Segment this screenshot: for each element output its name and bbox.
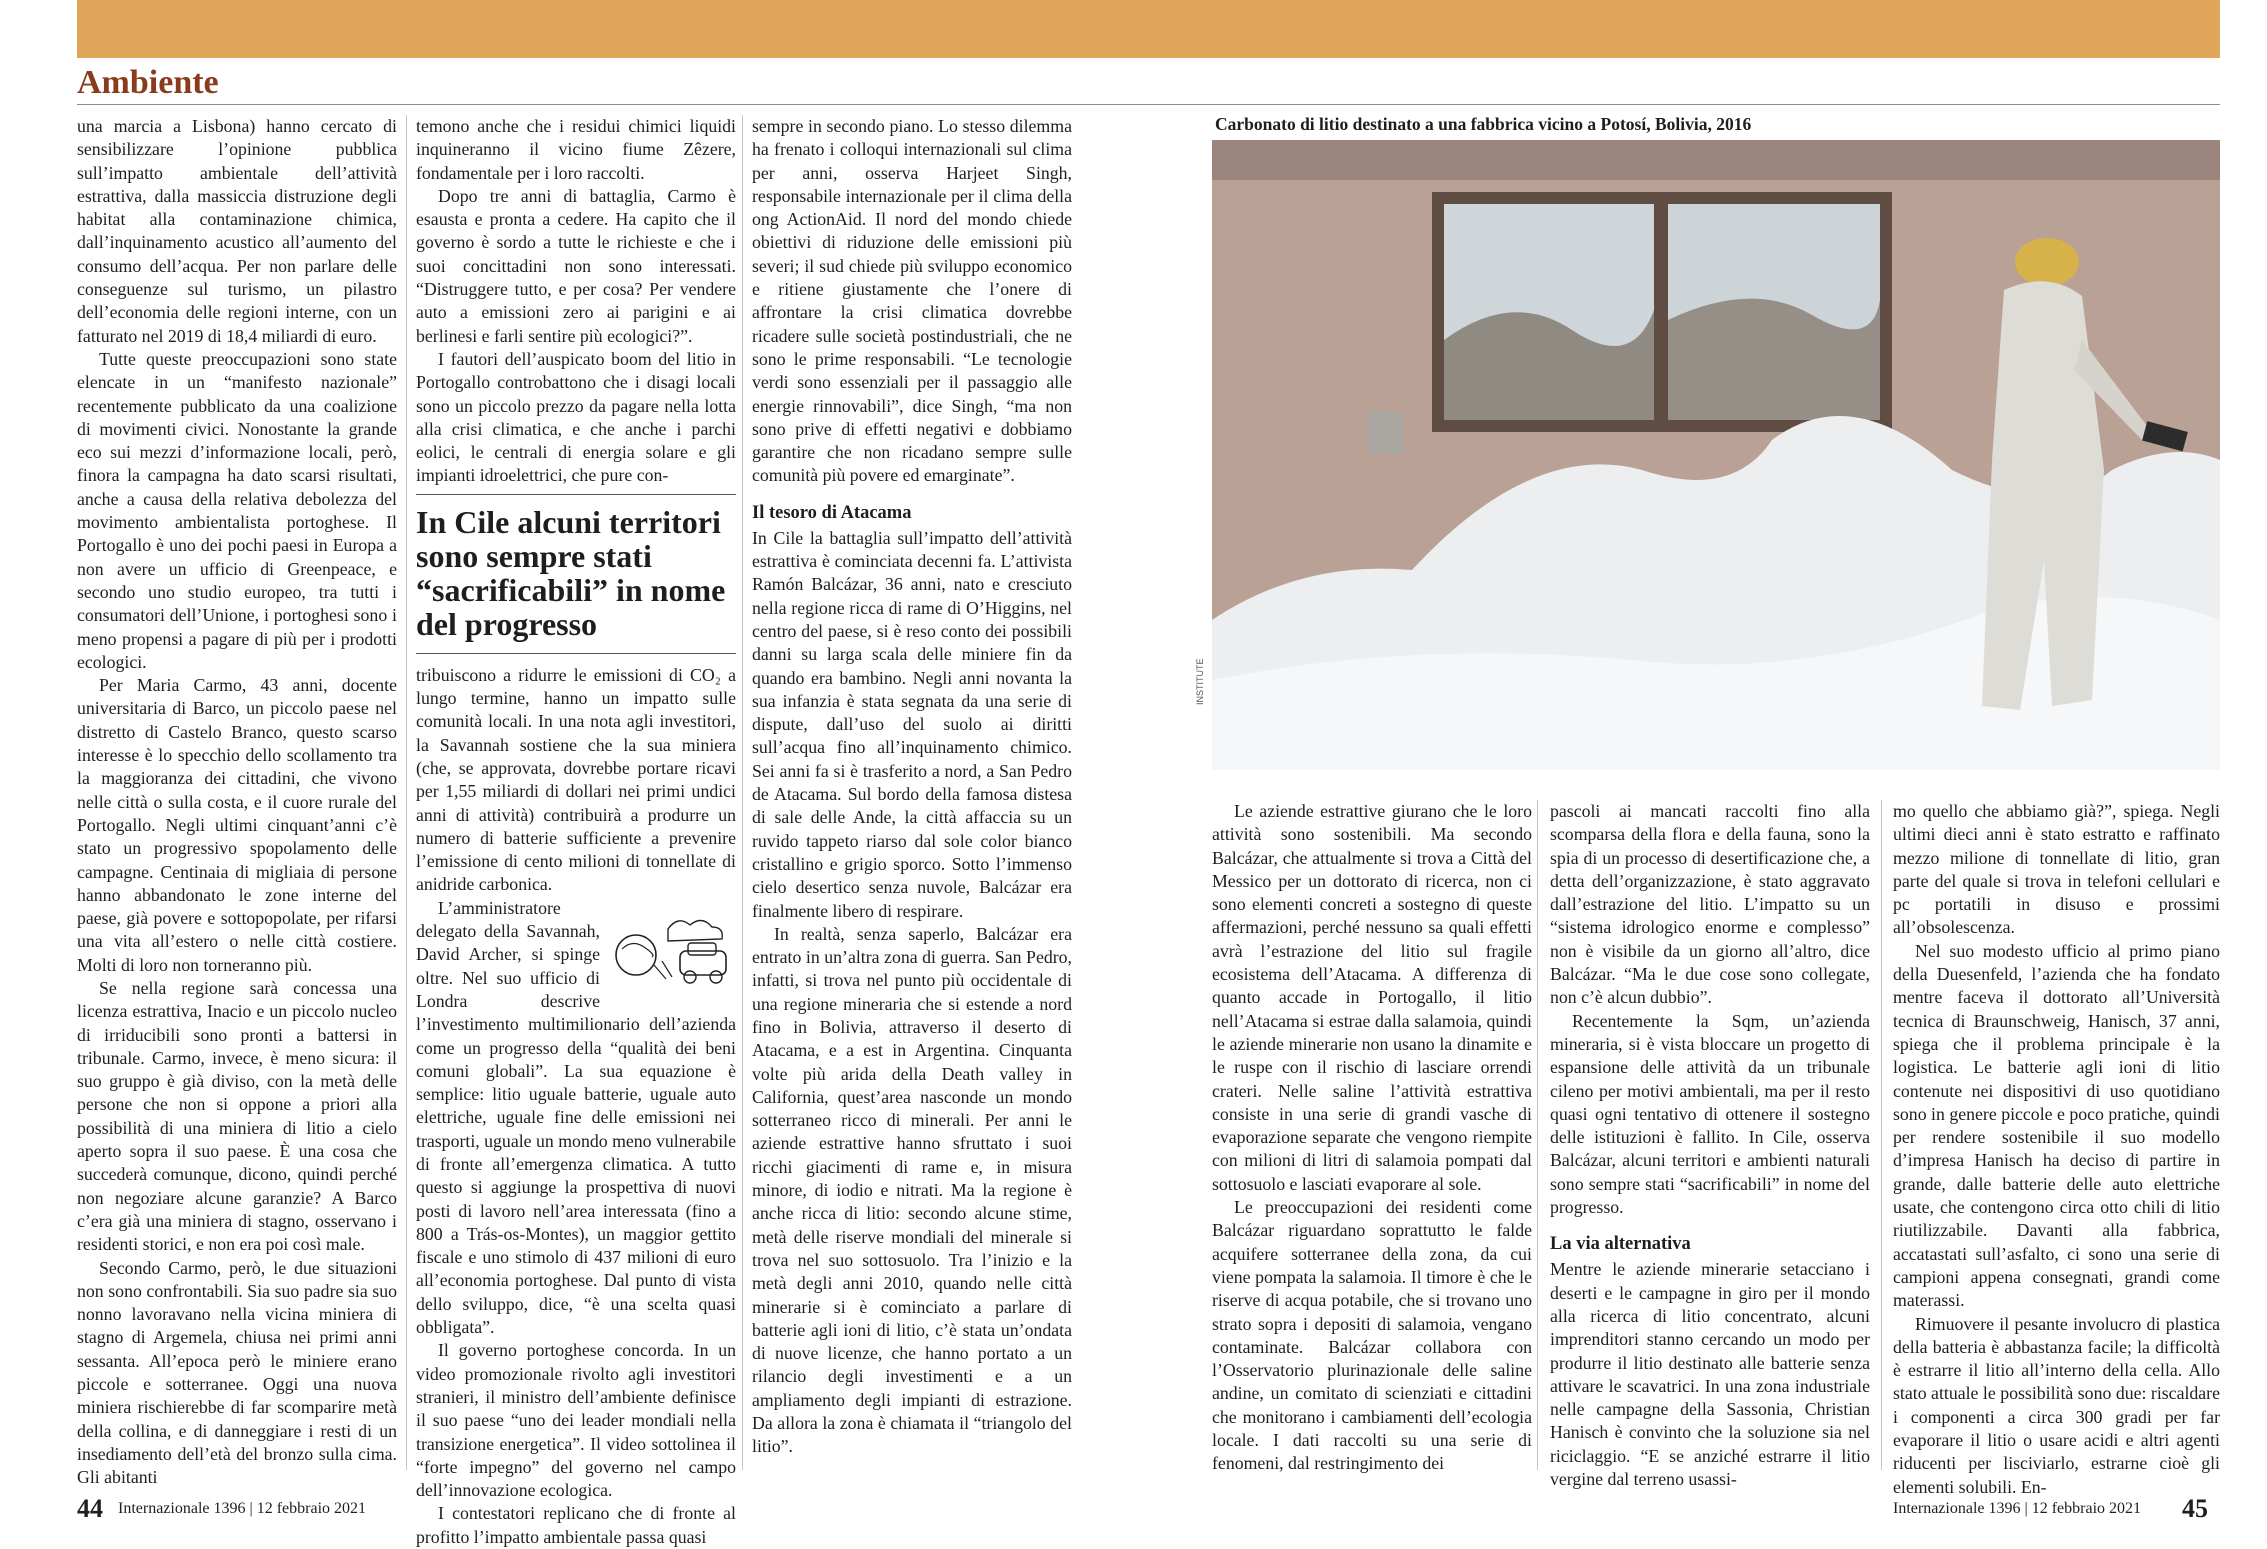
paragraph: pascoli ai mancati raccolti fino alla scomparsa della flora e della fauna, sono la spia di un processo di desertificazione che, a detta dell’organizzazione, è stato aggravato dall’estrazione del litio. L’impatto su un “sistema idrologico enorme e complesso” non è visibile da un giorno all’altro, dice Balcázar. “Ma le due cose sono collegate, non c’è alcun dubbio”. — [1550, 801, 1870, 1008]
paragraph: I fautori dell’auspicato boom del litio in Portogallo controbattono che i disagi locali sono un piccolo prezzo da pagare nella lotta alla crisi climatica, e che anche i parchi eolici, le centrali di energia solare e gli impianti idroelettrici, che pure con- — [416, 348, 736, 486]
pullquote-rule-top — [416, 494, 736, 495]
footer-publication-left: Internazionale 1396 | 12 febbraio 2021 — [118, 1500, 367, 1517]
paragraph: Se nella regione sarà concessa una licenza estrattiva, Inacio e un piccolo nucleo di irriducibili sono pronti a battersi in tribunale. Carmo, invece, è meno sicura: il suo gruppo è già diviso, con la metà delle persone che non si oppone a priori alla possibilità di una miniera di litio a cielo aperto sopra il suo paese. È una cosa che succederà comunque, dicono, quindi perché non negoziare alcune garanzie? A Barco c’era già una miniera di stagno, osservano i residenti storici, e non era poi così male. — [77, 977, 397, 1255]
paragraph: In realtà, senza saperlo, Balcázar era entrato in un’altra zona di guerra. San Pedro, infatti, si trova nel punto più occidentale di una regione mineraria che si estende a nord fino in Bolivia, attraverso il deserto di Atacama, e a est in Argentina. Cinquanta volte più arida della Death valley in California, quest’area nasconde un mondo sotterraneo ricco di minerali. Per anni le aziende estrattive hanno sfruttato i suoi ricchi giacimenti di rame e, in misura minore, di iodio e nitrati. Ma la regione è anche ricca di litio: secondo alcune stime, metà delle riserve mondiali del minerale si trova nel suo sottosuolo. Tra l’inizio e la metà degli anni 2010, quando nelle città minerarie si è cominciato a parlare di batterie agli ioni di litio, c’è stata un’ondata di nuove licenze, che hanno portato a un rilancio degli investimenti e a un ampliamento degli impianti di estrazione. Da allora la zona è chiamata il “triangolo del litio”. — [752, 923, 1072, 1457]
paragraph: Rimuovere il pesante involucro di plastica della batteria è abbastanza facile; la difficoltà è estrarre il litio all’interno della cella. Allo stato attuale le possibilità sono due: riscaldare i componenti a circa 300 gradi per far evaporare il litio o usare acidi e altri agenti riducenti per lisciviarlo, estrarne cioè gli elementi solubili. En- — [1893, 1313, 2220, 1497]
paragraph: Recentemente la Sqm, un’azienda mineraria, si è vista bloccare un progetto di espansione delle attività da un tribunale cileno per motivi ambientali, ma per il resto quasi ogni tentativo di ottenere il sostegno delle istituzioni è fallito. In Cile, osserva Balcázar, alcuni territori e ambienti naturali sono sempre stati “sacrificabili” in nome del progresso. — [1550, 1010, 1870, 1218]
paragraph: tribuiscono a ridurre le emissioni di CO₂ a lungo termine, hanno un impatto sulle comunità locali. In una nota agli investitori, la Savannah sostiene che la sua miniera (che, se approvata, dovrebbe portare ricavi per 1,55 miliardi di dollari nei primi undici anni di attività) contribuirà a produrre un numero di batterie sufficiente a prevenire l’emissione di cento milioni di tonnellate di anidride carbonica. — [416, 664, 736, 895]
paragraph: Il governo portoghese concorda. In un video promozionale rivolto agli investitori stranieri, il ministro dell’ambiente definisce il suo paese “uno dei leader mondiali nella transizione energetica”. Il video sottolinea il “forte impegno” del governo nel campo dell’innovazione ecologica. — [416, 1340, 736, 1501]
cartoon-illustration — [608, 899, 736, 991]
article-column-4 — [1212, 800, 1532, 1474]
top-color-band — [77, 0, 2220, 58]
paragraph: L’amministratore delegato della Savannah, David Archer, si spinge oltre. Nel suo ufficio di Londra descrive l’investimento multimilionario dell’azienda come un progresso della “qualità dei beni comuni globali”. La sua equazione è semplice: litio uguale batterie, uguale auto elettriche, uguale fine delle emissioni nei trasporti, uguale un mondo meno vulnerabile di fronte all’emergenza climatica. A tutto questo si aggiunge la prospettiva di nuovi posti di lavoro nell’area interessata (fino a 800 a Trás-os-Montes), un maggior gettito fiscale e uno stimolo di 437 milioni di euro all’economia portoghese. Dal punto di vista dello sviluppo, dice, “è una scelta quasi obbligata”. — [416, 897, 736, 1338]
article-column-6 — [1893, 800, 2220, 1497]
article-column-5 — [1550, 800, 1870, 1490]
column-divider — [742, 115, 743, 1470]
column-divider — [1537, 800, 1538, 1470]
section-title: Ambiente — [77, 64, 219, 101]
paragraph: Per Maria Carmo, 43 anni, docente universitaria di Barco, un piccolo paese nel distretto di Castelo Branco, questo scarso interesse è lo specchio dello scollamento tra la maggioranza dei cittadini, che vivono nelle città o sulla costa, e il cuore rurale del Portogallo. Negli ultimi cinquant’anni c’è stato un progressivo spopolamento delle campagne. Centinaia di migliaia di persone hanno abbandonato le zone interne del paese, già povere e sottopopolate, per rifarsi una vita all’estero o nelle città costiere. Molti di loro non torneranno più. — [77, 675, 397, 975]
pullquote-rule-bottom — [416, 653, 736, 654]
paragraph: Secondo Carmo, però, le due situazioni non sono confrontabili. Sia suo padre sia suo nonno lavoravano nella vicina miniera di stagno di Argemela, chiusa nei primi anni sessanta. All’epoca però le miniere erano piccole e sotterranee. Oggi una nuova miniera rischierebbe di far scomparire metà della collina, e di danneggiare i resti di un insediamento dell’età del bronzo sulla cima. Gli abitanti — [77, 1257, 397, 1488]
column-divider — [406, 115, 407, 1470]
page-number-right: 45 — [2182, 1494, 2208, 1523]
paragraph: Mentre le aziende minerarie setacciano i deserti e le campagne in giro per il mondo alla ricerca di litio concentrato, alcuni imprenditori stanno cercando un modo per produrre il litio destinato alle batterie senza attivare le scavatrici. In una zona industriale nelle campagne della Sassonia, Christian Hanisch è convinto che la soluzione sia nel riciclaggio. “E se anziché estrarre il litio vergine dal terreno usassi- — [1550, 1259, 1870, 1490]
header-rule — [77, 104, 2220, 105]
paragraph: Le preoccupazioni dei residenti come Balcázar riguardano soprattutto le falde acquifere sotterranee della zona, da cui viene pompata la salamoia. Il timore è che le riserve di acqua potabile, che si trovano uno strato sopra i depositi di salamoia, vengano contaminate. Balcázar collabora con l’Osservatorio plurinazionale delle saline andine, un comitato di scienziati e cittadini che monitorano i cambiamenti dell’ecologia locale. I dati raccolti su una serie di fenomeni, dal restringimento dei — [1212, 1197, 1532, 1474]
photo-caption: Carbonato di litio destinato a una fabbrica vicino a Potosí, Bolivia, 2016 — [1215, 114, 1752, 134]
paragraph: Dopo tre anni di battaglia, Carmo è esausta e pronta a cedere. Ha capito che il governo è sordo a tutte le richieste e che i suoi concittadini non sono interessati. “Distruggere tutto, e per cosa? Per vendere auto a emissioni zero ai parigini e ai berlinesi e farli sentire più ecologici?”. — [416, 185, 736, 346]
paragraph: una marcia a Lisbona) hanno cercato di sensibilizzare l’opinione pubblica sull’impatto ambientale dell’attività estrattiva, dalla massiccia distruzione degli habitat alla contaminazione chimica, dall’inquinamento acustico all’aumento del consumo dell’acqua. Per non parlare delle conseguenze sul turismo, un pilastro dell’economia delle regioni interne, con un fatturato nel 2019 di 18,4 miliardi di euro. — [77, 116, 397, 346]
article-column-1 — [77, 115, 397, 1488]
pull-quote-headline: In Cile alcuni territori sono sempre stati “sacrificabili” in nome del progresso — [416, 503, 726, 642]
page-number-left: 44 — [77, 1494, 103, 1523]
column-divider — [1881, 800, 1882, 1470]
photo-illustration — [1212, 140, 2220, 770]
subheading: La via alternativa — [1550, 1234, 1691, 1255]
paragraph: Le aziende estrattive giurano che le loro attività sono sostenibili. Ma secondo Balcázar, che attualmente si trova a Città del Messico per un dottorato di ricerca, non ci sono elementi concreti a sostegno di queste affermazioni, perché nessuno sa quali effetti avrà l’estrazione del litio sul fragile ecosistema dell’Atacama. A differenza di quanto accade in Portogallo, il litio nell’Atacama si estrae dalla salamoia, quindi le aziende minerarie non usano la dinamite e le ruspe con il rischio di lasciare orrendi crateri. Nelle saline l’attività estrattiva consiste in una serie di grandi vasche di evaporazione separate che vengono riempite con milioni di litri di salamoia pompati dal sottosuolo e lasciati evaporare al sole. — [1212, 801, 1532, 1194]
footer-publication-right: Internazionale 1396 | 12 febbraio 2021 — [1893, 1500, 2142, 1517]
photo-lithium-warehouse — [1212, 140, 2220, 770]
photo-credit: INSTITUTE — [1195, 658, 1205, 705]
subheading: Il tesoro di Atacama — [752, 502, 912, 523]
paragraph: sempre in secondo piano. Lo stesso dilemma ha frenato i colloqui internazionali sul clima per anni, osserva Harjeet Singh, responsabile internazionale per il clima della ong ActionAid. Il nord del mondo chiede obiettivi di riduzione delle emissioni più severi; il sud chiede più sviluppo economico e ritiene giustamente che l’onere di affrontare la crisi climatica dovrebbe ricadere sulle società postindustriali, che ne sono le prime responsabili. “Le tecnologie verdi sono essenziali per il passaggio alle energie rinnovabili”, dice Singh, “ma non sono prive di effetti negativi e dobbiamo garantire che non ricadano sempre sulle comunità più povere ed emarginate”. — [752, 116, 1072, 486]
paragraph: Tutte queste preoccupazioni sono state elencate in un “manifesto nazionale” recentemente pubblicato da una coalizione di movimenti civici. Nonostante la grande eco sui mezzi d’informazione locali, però, finora la campagna ha dato scarsi risultati, anche a causa della relativa debolezza del movimento ambientalista portoghese. Il Portogallo è uno dei pochi paesi in Europa a non avere un ufficio di Greenpeace, e secondo uno studio europeo, tra tutti i consumatori dell’Unione, i portoghesi sono i meno propensi a pagare di più per i prodotti ecologici. — [77, 348, 397, 672]
paragraph: mo quello che abbiamo già?”, spiega. Negli ultimi dieci anni è stato estratto e raffinato mezzo milione di tonnellate di litio, gran parte del quale si trova in telefoni cellulari e pc portatili in disuso e prossimi all’obsolescenza. — [1893, 801, 2220, 938]
article-column-3 — [752, 115, 1072, 1470]
paragraph: temono anche che i residui chimici liquidi inquineranno il vicino fiume Zêzere, fondamentale per i loro raccolti. — [416, 116, 736, 183]
paragraph: Nel suo modesto ufficio al primo piano della Duesenfeld, l’azienda che ha fondato mentre faceva il dottorato all’Università tecnica di Braunschweig, Hanisch, 37 anni, spiega che il problema principale è la logistica. Le batterie agli ioni di litio contenute nei dispositivi di uso quotidiano sono in genere piccole e poco pratiche, quindi per rendere sostenibile il suo modello d’impresa Hanisch ha deciso di partire in grande, dalle batterie delle auto elettriche usate, che contengono circa otto chili di litio riutilizzabile. Davanti alla fabbrica, accatastati sull’asfalto, ci sono una serie di campioni appena consegnati, grandi come materassi. — [1893, 940, 2220, 1311]
paragraph: I contestatori replicano che di fronte al profitto l’impatto ambientale passa quasi — [416, 1503, 736, 1547]
paragraph: In Cile la battaglia sull’impatto dell’attività estrattiva è cominciata decenni fa. L’attivista Ramón Balcázar, 36 anni, nato e cresciuto nella regione ricca di rame di O’Higgins, nel centro del paese, si è reso conto dei possibili danni su larga scala delle miniere fin da quando era bambino. Negli anni novanta la sua infanzia è stata segnata da una serie di dispute, dall’uso del suolo ai diritti sull’acqua fino all’inquinamento chimico. Sei anni fa si è trasferito a nord, a San Pedro de Atacama. Sul bordo della famosa distesa di sale delle Ande, la città affaccia su un ruvido tappeto riarso dal sole color bianco cristallino e grigio sporco. Sotto l’immenso cielo desertico senza nuvole, Balcázar era finalmente libero di respirare. — [752, 527, 1072, 921]
article-column-2 — [416, 115, 736, 1547]
